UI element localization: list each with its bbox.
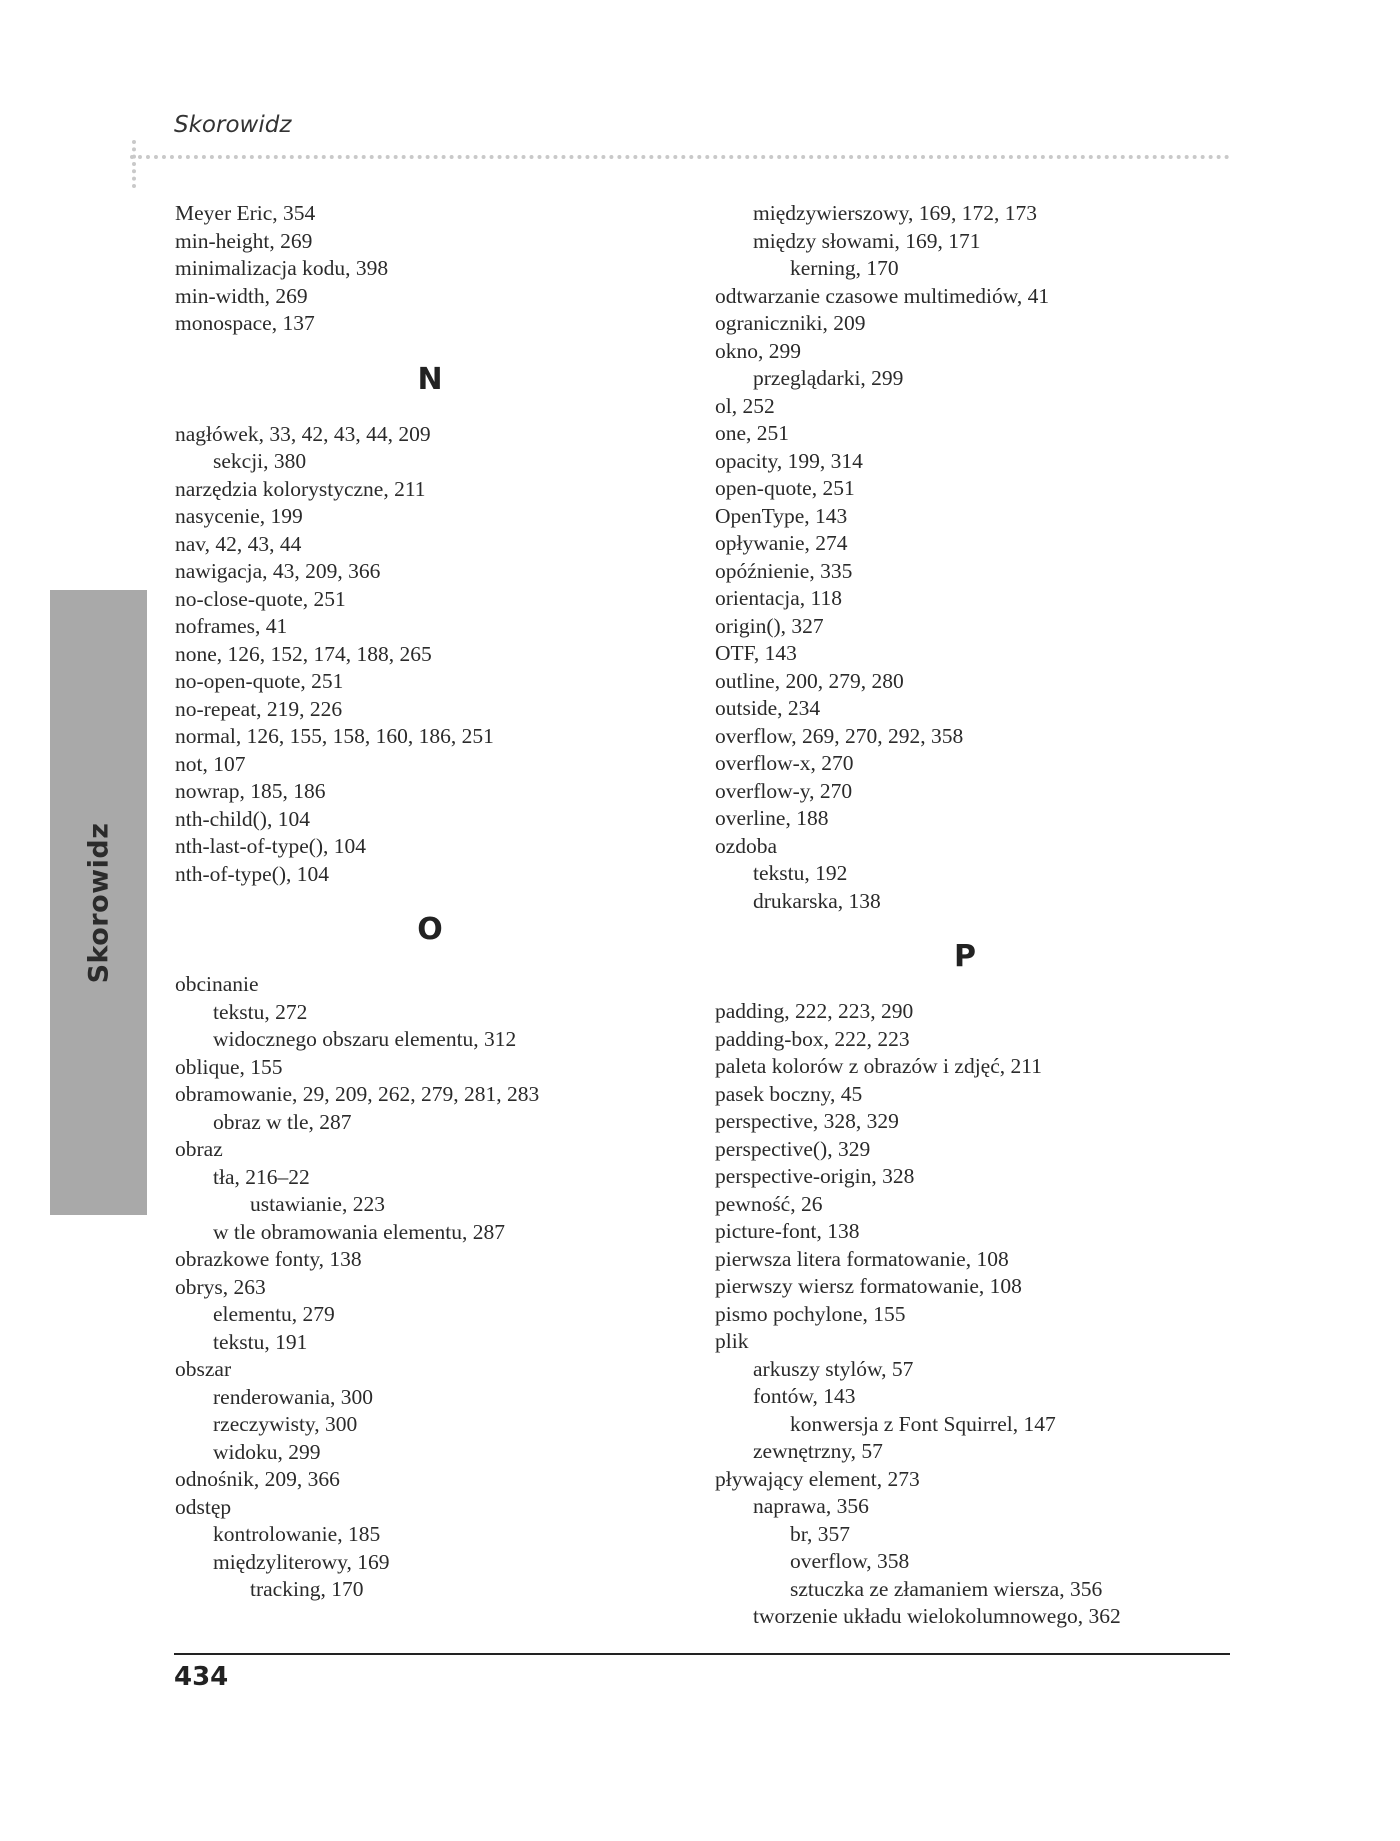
index-entry: renderowania, 300 [213, 1384, 373, 1409]
header-title: Skorowidz [174, 112, 292, 138]
index-entry: none, 126, 152, 174, 188, 265 [175, 641, 432, 666]
index-entry: ozdoba [715, 833, 778, 858]
index-entry: kontrolowanie, 185 [213, 1522, 381, 1546]
index-entry: obrazkowe fonty, 138 [175, 1247, 362, 1271]
index-entry: przeglądarki, 299 [753, 366, 904, 390]
index-entry: między słowami, 169, 171 [753, 228, 981, 253]
index-group-o-continued [715, 200, 1235, 915]
index-entry: obramowanie, 29, 209, 262, 279, 281, 283 [175, 1082, 540, 1106]
index-entry: w tle obramowania elementu, 287 [213, 1219, 505, 1244]
index-entry: padding-box, 222, 223 [715, 1026, 910, 1051]
index-entry: not, 107 [175, 751, 246, 776]
index-entry: widocznego obszaru elementu, 312 [213, 1027, 517, 1051]
side-tab-label: Skorowidz [83, 822, 114, 983]
index-entry: tekstu, 272 [213, 999, 308, 1024]
index-entry: pasek boczny, 45 [715, 1081, 863, 1106]
index-entry: odstęp [175, 1494, 232, 1519]
index-entry: tekstu, 191 [213, 1329, 308, 1354]
header-dotted-rule [130, 155, 1230, 159]
index-entry: tracking, 170 [250, 1577, 364, 1601]
index-entry: paleta kolorów z obrazów i zdjęć, 211 [715, 1054, 1042, 1078]
index-letter-heading-o: O [417, 912, 443, 947]
index-entry: nav, 42, 43, 44 [175, 531, 302, 556]
index-entry: minimalizacja kodu, 398 [175, 256, 389, 280]
index-entry: narzędzia kolorystyczne, 211 [175, 476, 426, 501]
index-entry: obszar [175, 1357, 232, 1381]
index-entry: obcinanie [175, 972, 259, 996]
index-entry: nth-of-type(), 104 [175, 861, 330, 886]
index-entry: nasycenie, 199 [175, 504, 303, 528]
index-entry: kerning, 170 [790, 256, 899, 280]
index-entry: konwersja z Font Squirrel, 147 [790, 1411, 1056, 1436]
index-entry: opacity, 199, 314 [715, 448, 863, 473]
index-entry: noframes, 41 [175, 614, 288, 638]
index-entry: outside, 234 [715, 696, 821, 720]
index-entry: OTF, 143 [715, 641, 797, 665]
index-entry: OpenType, 143 [715, 503, 848, 528]
index-entry: fontów, 143 [753, 1384, 856, 1408]
index-column-right [715, 200, 1235, 1631]
index-entry: międzyliterowy, 169 [213, 1549, 390, 1574]
index-entry: naprawa, 356 [753, 1494, 869, 1518]
index-entry: origin(), 327 [715, 613, 824, 638]
index-entry: ustawianie, 223 [250, 1192, 385, 1216]
index-entry: tworzenie układu wielokolumnowego, 362 [753, 1604, 1121, 1628]
index-entry: tła, 216–22 [213, 1164, 310, 1189]
index-entry: obrys, 263 [175, 1274, 266, 1299]
side-thumb-tab [50, 590, 147, 1215]
index-entry: elementu, 279 [213, 1302, 335, 1326]
index-entry: rzeczywisty, 300 [213, 1412, 358, 1436]
index-entry: overflow, 358 [790, 1549, 910, 1573]
index-letter-heading-p: P [954, 939, 976, 974]
index-group-m [175, 200, 675, 338]
index-entry: odtwarzanie czasowe multimediów, 41 [715, 283, 1050, 308]
index-group-p [715, 998, 1235, 1631]
index-entry: oblique, 155 [175, 1054, 283, 1079]
footer-rule [174, 1653, 1230, 1655]
index-entry: okno, 299 [715, 338, 801, 363]
index-entry: no-close-quote, 251 [175, 586, 346, 611]
index-entry: arkuszy stylów, 57 [753, 1356, 914, 1381]
index-entry: nowrap, 185, 186 [175, 779, 326, 803]
index-entry: open-quote, 251 [715, 476, 855, 500]
index-entry: drukarska, 138 [753, 888, 881, 913]
index-column-left [175, 200, 675, 1604]
page-number: 434 [174, 1662, 229, 1692]
index-entry: opóźnienie, 335 [715, 558, 853, 583]
index-entry: outline, 200, 279, 280 [715, 668, 904, 693]
index-entry: pływający element, 273 [715, 1466, 920, 1491]
index-entry: monospace, 137 [175, 311, 315, 335]
index-entry: widoku, 299 [213, 1439, 321, 1464]
index-entry: overflow, 269, 270, 292, 358 [715, 723, 964, 748]
index-entry: normal, 126, 155, 158, 160, 186, 251 [175, 724, 494, 748]
index-entry: overline, 188 [715, 806, 829, 830]
index-entry: obraz [175, 1137, 223, 1161]
index-entry: pewność, 26 [715, 1191, 823, 1216]
index-entry: ograniczniki, 209 [715, 311, 866, 335]
index-entry: opływanie, 274 [715, 531, 848, 555]
index-entry: perspective-origin, 328 [715, 1164, 915, 1188]
index-entry: no-open-quote, 251 [175, 669, 344, 693]
index-group-n [175, 421, 675, 889]
index-entry: no-repeat, 219, 226 [175, 696, 343, 721]
index-entry: perspective, 328, 329 [715, 1109, 899, 1133]
index-entry: obraz w tle, 287 [213, 1109, 352, 1134]
index-entry: padding, 222, 223, 290 [715, 999, 914, 1023]
index-entry: br, 357 [790, 1521, 851, 1546]
index-entry: ol, 252 [715, 393, 775, 418]
index-entry: zewnętrzny, 57 [753, 1439, 883, 1463]
index-entry: overflow-y, 270 [715, 778, 853, 803]
index-entry: Meyer Eric, 354 [175, 201, 316, 225]
index-entry: międzywierszowy, 169, 172, 173 [753, 201, 1038, 225]
index-entry: sztuczka ze złamaniem wiersza, 356 [790, 1576, 1103, 1601]
index-letter-heading-n: N [417, 361, 443, 397]
index-entry: nth-child(), 104 [175, 806, 310, 831]
index-entry: tekstu, 192 [753, 861, 848, 885]
index-entry: min-width, 269 [175, 283, 308, 308]
index-entry: picture-font, 138 [715, 1219, 860, 1243]
index-entry: sekcji, 380 [213, 449, 307, 473]
header-corner-ornament [132, 140, 154, 188]
index-entry: pierwsza litera formatowanie, 108 [715, 1246, 1009, 1271]
index-entry: nawigacja, 43, 209, 366 [175, 559, 381, 583]
index-entry: one, 251 [715, 421, 790, 445]
index-entry: pismo pochylone, 155 [715, 1301, 906, 1326]
index-entry: min-height, 269 [175, 228, 313, 253]
index-entry: plik [715, 1329, 749, 1353]
index-entry: perspective(), 329 [715, 1136, 871, 1161]
index-group-o [175, 971, 675, 1604]
index-entry: odnośnik, 209, 366 [175, 1467, 340, 1491]
index-entry: nagłówek, 33, 42, 43, 44, 209 [175, 421, 431, 446]
index-entry: pierwszy wiersz formatowanie, 108 [715, 1274, 1022, 1298]
index-entry: nth-last-of-type(), 104 [175, 834, 367, 858]
index-entry: orientacja, 118 [715, 586, 842, 610]
index-entry: overflow-x, 270 [715, 751, 854, 775]
